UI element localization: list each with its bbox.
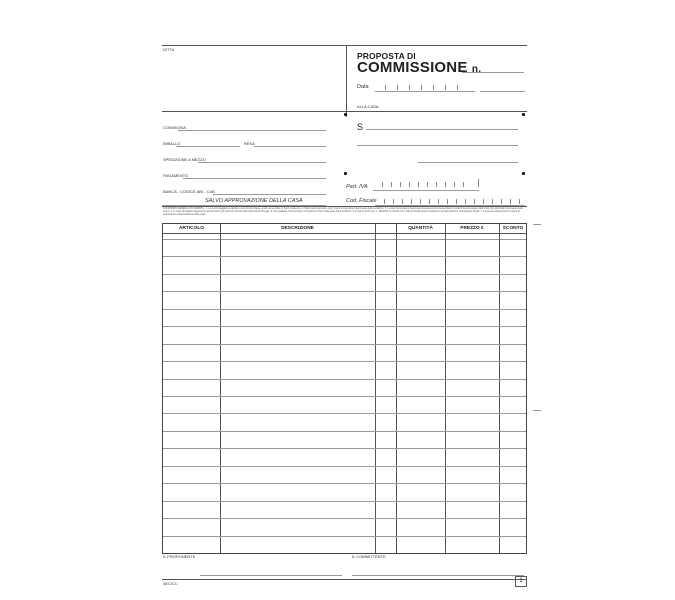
corner-mark — [344, 113, 347, 116]
table-row-line — [163, 326, 526, 327]
table-row-line — [163, 466, 526, 467]
form-code: 0872CC — [163, 581, 178, 586]
corner-mark — [522, 113, 525, 116]
table-header-bottom — [163, 233, 526, 234]
col-header-quantita: QUANTITÀ — [408, 226, 433, 231]
resa-label: RESA — [244, 141, 255, 146]
corner-mark — [522, 172, 525, 175]
banca-line — [213, 194, 326, 195]
imballo-label: IMBALLO — [163, 141, 181, 146]
data-label: Data — [357, 84, 369, 90]
spedizione-line — [198, 162, 326, 163]
table-row-line — [163, 483, 526, 484]
col-header-sconto: SCONTO — [502, 226, 524, 231]
header-bottom-line — [162, 111, 527, 112]
title-commissione — [357, 59, 481, 76]
part-iva-label: Part. IVA — [346, 184, 368, 190]
date-right-line — [480, 91, 525, 92]
s-line — [366, 129, 518, 130]
table-row-line — [163, 274, 526, 275]
title-proposta: PROPOSTA DI — [357, 51, 416, 61]
corner-mark — [344, 172, 347, 175]
cod-fiscale-label: Cod. Fiscale — [346, 198, 377, 204]
title-number-suffix: n. — [471, 64, 482, 75]
top-border — [162, 45, 527, 46]
table-row-line — [163, 309, 526, 310]
committente-signature-line — [352, 575, 524, 576]
col-header-descrizione: DESCRIZIONE — [281, 226, 314, 231]
part-iva-line — [373, 190, 479, 191]
margin-guide-mark — [533, 224, 541, 225]
proponente-signature-line — [200, 575, 342, 576]
title-commissione-text: COMMISSIONE — [357, 59, 468, 76]
resa-line — [254, 146, 326, 147]
imballo-line — [176, 146, 240, 147]
cod-fiscale-ticks — [375, 199, 525, 205]
margin-guide-mark — [533, 410, 541, 411]
page-number-box: 1 — [515, 576, 527, 587]
items-table — [162, 223, 527, 554]
col-header-prezzo: PREZZO € — [460, 226, 484, 231]
order-number-line — [462, 72, 524, 73]
address-line-1 — [357, 145, 518, 146]
table-row-line — [163, 536, 526, 537]
footer-line — [162, 579, 527, 580]
part-iva-ticks — [373, 182, 479, 190]
table-row-line — [163, 344, 526, 345]
table-row-line — [163, 501, 526, 502]
table-row-line — [163, 361, 526, 362]
approval-note: SALVO APPROVAZIONE DELLA CASA — [205, 198, 303, 204]
table-row-line — [163, 431, 526, 432]
consegna-label: CONSEGNA — [163, 125, 186, 130]
address-line-2 — [418, 162, 518, 163]
table-header-second — [163, 239, 526, 240]
pagamento-line — [183, 178, 326, 179]
s-label: S — [357, 122, 364, 132]
date-line — [375, 91, 475, 92]
table-row-line — [163, 396, 526, 397]
consegna-line — [178, 130, 326, 131]
banca-label: BANCA - CODICE ABI - CAB — [163, 189, 215, 194]
table-row-line — [163, 291, 526, 292]
table-row-line — [163, 256, 526, 257]
header-divider — [346, 45, 347, 117]
alla-casa-label: ALLA CASA — [357, 104, 379, 109]
table-row-line — [163, 448, 526, 449]
table-row-line — [163, 413, 526, 414]
date-ticks — [375, 85, 475, 91]
conditions-text: CONDIZIONI GENERALI DI VENDITA - 1. Le merci viaggiano a rischio e pericolo del cliente, anche se vendute in franco partenza. 2. Salvo patto espresso, tutti i prezzi si intendono franco sede della venditrice. 3. Le parti convengono l'espressa rinuncia a termini essenziali e i reclami devono essere fatti entro otto giorni dal ricevimento della merce. 4. In caso di ritardato pagamento decorreranno gli interessi commerciali nella misura di legge. 5. Per qualsiasi controversia è competente il Foro della sede della venditrice. 6. Ai sensi del D.Lgs. n. 196/2003 si informa che i dati personali saranno trattati per gli adempimenti contrattuali e fiscali. 7. Il presente documento ha valore di proposta fino all'accettazione della casa. — [163, 207, 523, 217]
table-row-line — [163, 518, 526, 519]
pagamento-label: PAGAMENTO — [163, 173, 189, 178]
col-header-articolo: ARTICOLO — [178, 226, 205, 231]
committente-label: IL COMMITTENTE — [352, 554, 386, 559]
ditta-label: DITTA — [163, 47, 175, 52]
spedizione-label: SPEDIZIONE A MEZZO — [163, 157, 206, 162]
proponente-label: IL PROPONENTE — [163, 554, 196, 559]
table-row-line — [163, 379, 526, 380]
